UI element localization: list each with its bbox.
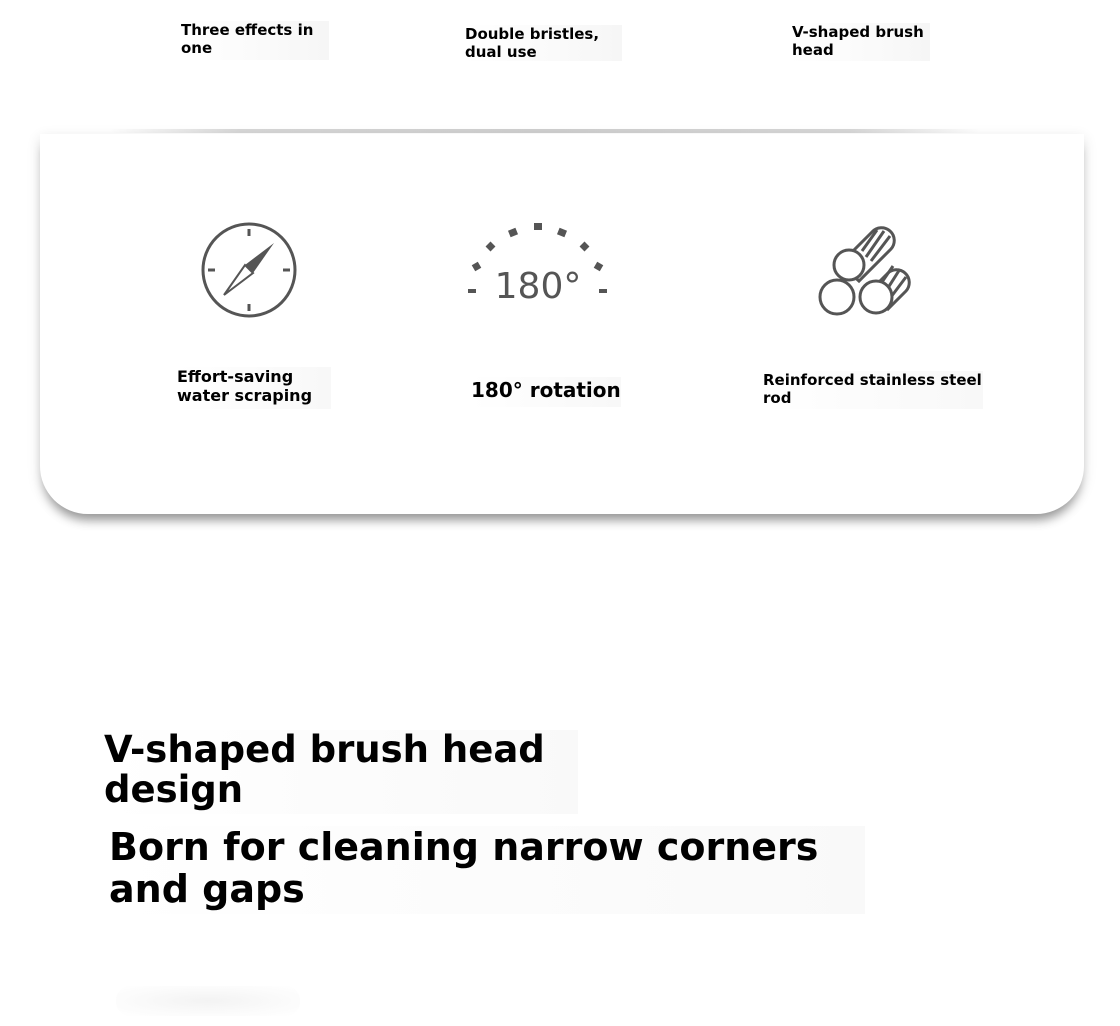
rotation-180-icon — [460, 218, 616, 306]
headline: V-shaped brush head design — [104, 730, 578, 814]
faint-text-smudge — [116, 986, 300, 1016]
top-feature-double-bristles: Double bristles, dual use — [463, 25, 622, 61]
steel-rods-icon — [814, 219, 916, 321]
feature-label-steel-rod: Reinforced stainless steel rod — [763, 371, 982, 407]
top-feature-v-shaped-head: V-shaped brush head — [790, 23, 930, 61]
divider — [110, 129, 980, 133]
subheadline: Born for cleaning narrow corners and gaps — [109, 826, 865, 914]
top-feature-three-effects: Three effects in one — [179, 21, 329, 60]
compass-icon — [198, 219, 302, 321]
feature-label-rotation: 180° rotation — [471, 377, 621, 407]
feature-label-water-scraping: Effort-saving water scraping — [177, 367, 331, 409]
features-card — [40, 134, 1084, 514]
rotation-icon-text: 180° — [494, 266, 582, 306]
